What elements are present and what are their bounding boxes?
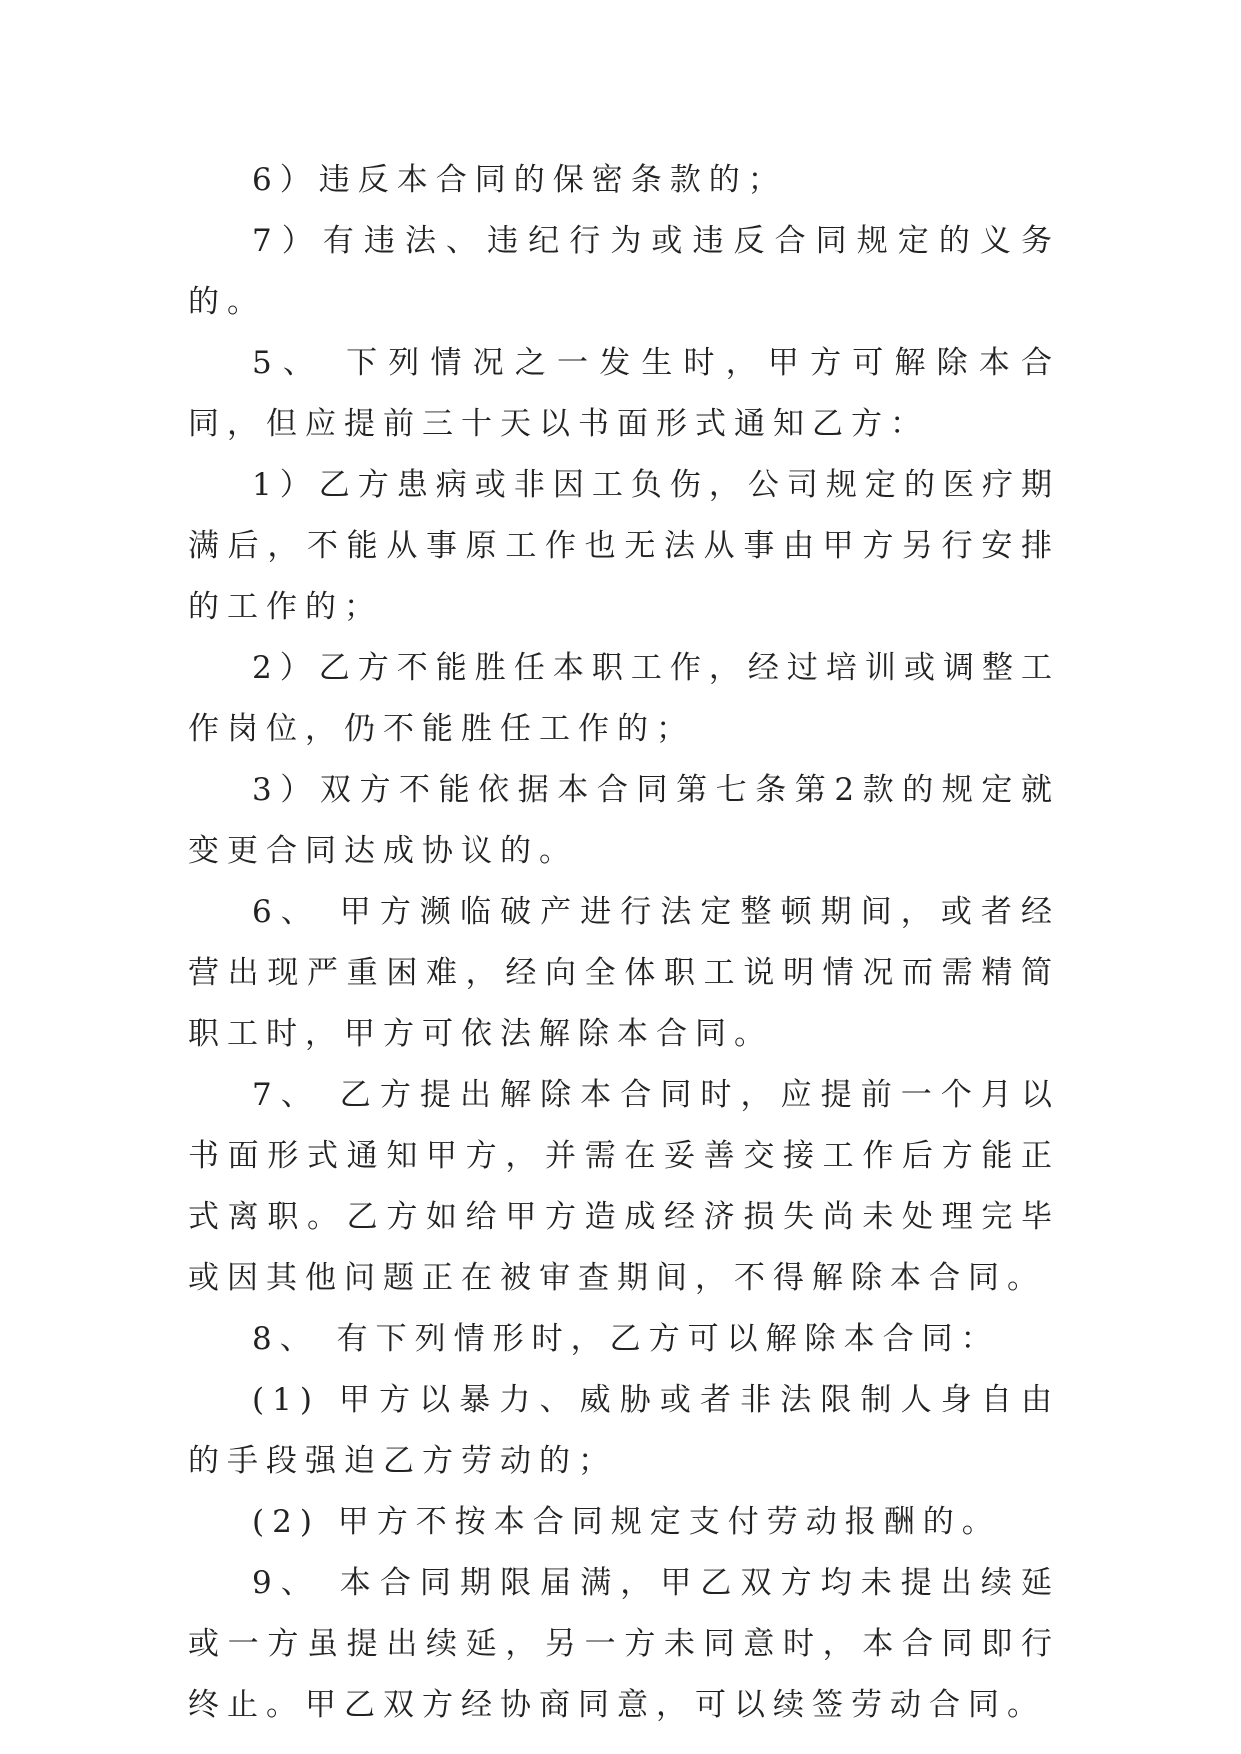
document-body <box>188 150 1060 1736</box>
clause-paragraph: 9、 本合同期限届满，甲乙双方均未提出续延或一方虽提出续延，另一方未同意时，本合同即行终止。甲乙双方经协商同意，可以续签劳动合同。 <box>188 1565 1060 1723</box>
clause-paragraph: 6、 甲方濒临破产进行法定整顿期间，或者经营出现严重困难，经向全体职工说明情况而需精简职工时，甲方可依法解除本合同。 <box>188 894 1060 1052</box>
clause-paragraph: 5、 下列情况之一发生时，甲方可解除本合同，但应提前三十天以书面形式通知乙方： <box>188 345 1060 442</box>
clause-paragraph: 2）乙方不能胜任本职工作，经过培训或调整工作岗位，仍不能胜任工作的； <box>188 650 1060 747</box>
clause-paragraph: 7、 乙方提出解除本合同时，应提前一个月以书面形式通知甲方，并需在妥善交接工作后方能正式离职。乙方如给甲方造成经济损失尚未处理完毕或因其他问题正在被审查期间，不得解除本合同。 <box>188 1077 1060 1296</box>
clause-paragraph: (2) 甲方不按本合同规定支付劳动报酬的。 <box>252 1504 1001 1540</box>
clause-paragraph: (1) 甲方以暴力、威胁或者非法限制人身自由的手段强迫乙方劳动的； <box>188 1382 1060 1479</box>
clause-paragraph: 1）乙方患病或非因工负伤，公司规定的医疗期满后，不能从事原工作也无法从事由甲方另行安排的工作的； <box>188 467 1060 625</box>
clause-paragraph: 3）双方不能依据本合同第七条第2款的规定就变更合同达成协议的。 <box>188 772 1060 869</box>
clause-paragraph: 7）有违法、违纪行为或违反合同规定的义务的。 <box>188 223 1060 320</box>
clause-paragraph: 6）违反本合同的保密条款的； <box>252 162 787 198</box>
clause-paragraph: 8、 有下列情形时，乙方可以解除本合同： <box>252 1321 1000 1357</box>
